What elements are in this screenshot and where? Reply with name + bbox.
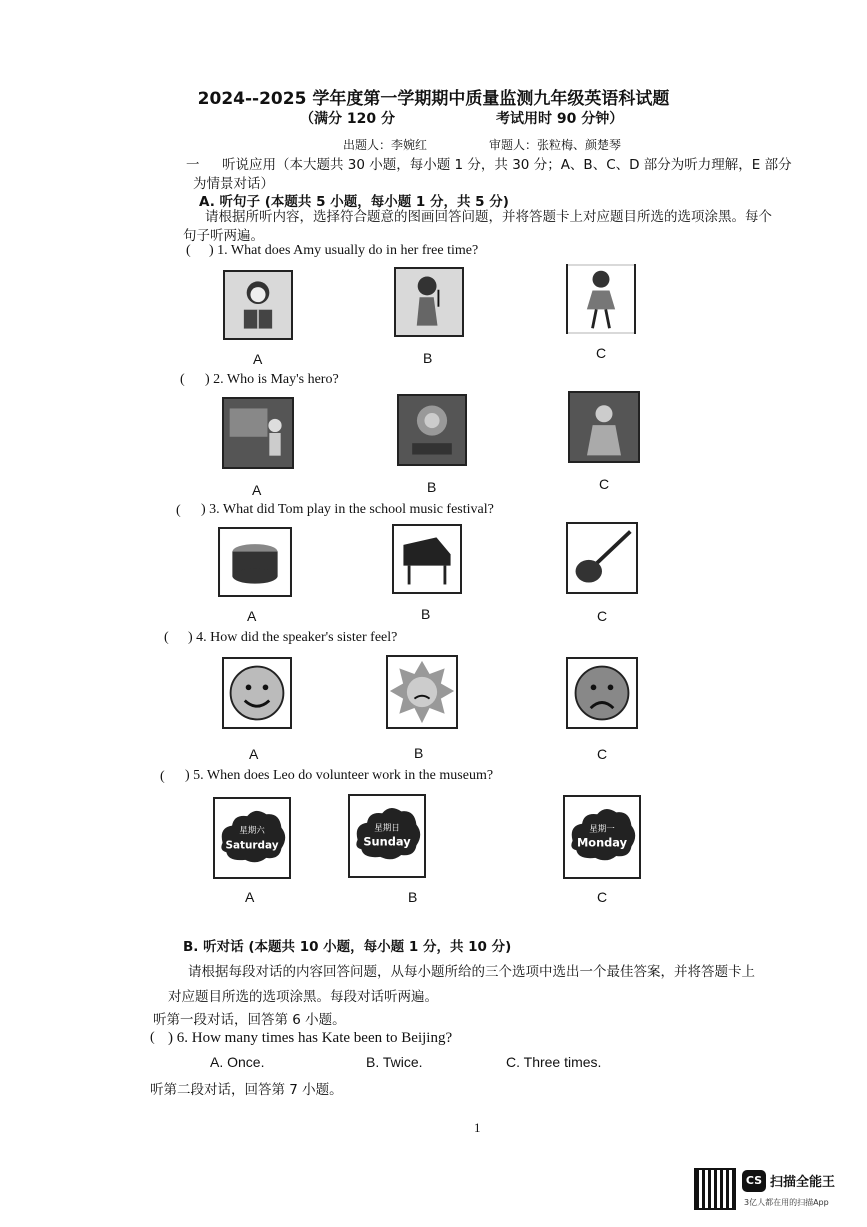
brand-tagline: 3亿人都在用的扫描App — [744, 1198, 829, 1207]
singing-girl-icon[interactable] — [394, 267, 464, 337]
qr-code-icon — [694, 1168, 736, 1210]
part-b-instruction-line1: 请根据每段对话的内容回答问题，从每小题所给的三个选项中选出一个最佳答案，并将答题卡上 — [188, 964, 755, 980]
option-c[interactable]: C. Three times. — [506, 1054, 602, 1070]
time-limit: 考试用时 90 分钟） — [496, 111, 624, 127]
dancing-girl-icon[interactable] — [566, 264, 636, 334]
full-score: （满分 120 分 — [300, 111, 395, 127]
reviewer: 审题人：张粒梅、颜楚琴 — [489, 138, 622, 152]
option-label-c: C — [599, 476, 610, 492]
answer-paren[interactable]: ( — [160, 769, 165, 784]
setter: 出题人：李婉红 — [343, 138, 428, 152]
sunday-cloud-icon[interactable] — [348, 794, 426, 878]
piano-icon[interactable] — [392, 524, 462, 594]
scientist-icon[interactable] — [397, 394, 467, 466]
day-en-label: Monday — [576, 835, 628, 850]
part-b-instruction-line2: 对应题目所选的选项涂黑。每段对话听两遍。 — [168, 989, 438, 1005]
brand-name: 扫描全能王 — [770, 1175, 836, 1190]
exam-title: 2024--2025 学年度第一学期期中质量监测九年级英语科试题 — [197, 89, 670, 109]
question-text: ) 3. What did Tom play in the school music festival? — [201, 502, 494, 517]
answer-paren[interactable]: ( — [164, 630, 169, 645]
option-label-c: C — [597, 746, 608, 762]
day-cn-label: 星期日 — [374, 823, 400, 834]
option-label-c: C — [596, 345, 607, 361]
option-label-a: A — [249, 746, 259, 762]
part-a-heading: A. 听句子 (本题共 5 小题，每小题 1 分，共 5 分) — [199, 194, 509, 210]
part-b-heading: B. 听对话 (本题共 10 小题，每小题 1 分，共 10 分) — [183, 939, 512, 955]
option-label-a: A — [253, 351, 263, 367]
option-label-c: C — [597, 889, 608, 905]
day-cn-label: 星期一 — [589, 824, 615, 835]
section-heading-line2: 为情景对话） — [193, 176, 274, 192]
part-a-instruction-line1: 请根据所听内容，选择符合题意的图画回答问题，并将答题卡上对应题目所选的选项涂黑。每个 — [205, 209, 772, 225]
drum-icon[interactable] — [218, 527, 292, 597]
question-text: ) 2. Who is May's hero? — [205, 372, 339, 387]
happy-face-icon[interactable] — [222, 657, 292, 729]
option-label-b: B — [414, 745, 424, 761]
dialog-1-instruction: 听第一段对话，回答第 6 小题。 — [153, 1012, 346, 1028]
answer-paren[interactable]: ( — [186, 243, 191, 258]
sad-face-icon[interactable] — [566, 657, 638, 729]
question-text: ) 1. What does Amy usually do in her free time? — [209, 243, 479, 258]
option-label-c: C — [597, 608, 608, 624]
question-text: ) 6. How many times has Kate been to Beijing? — [168, 1030, 453, 1046]
option-label-b: B — [423, 350, 433, 366]
answer-paren[interactable]: ( — [180, 372, 185, 387]
question-text: ) 5. When does Leo do volunteer work in the museum? — [185, 768, 494, 783]
cs-logo-icon: CS — [742, 1170, 766, 1192]
day-en-label: Saturday — [225, 839, 279, 852]
teacher-icon[interactable] — [222, 397, 294, 469]
section-numeral: 一 — [186, 157, 200, 173]
answer-paren[interactable]: ( — [150, 1030, 155, 1045]
option-label-b: B — [408, 889, 418, 905]
monday-cloud-icon[interactable] — [563, 795, 641, 879]
option-b[interactable]: B. Twice. — [366, 1054, 423, 1070]
section-heading-line1: 听说应用（本大题共 30 小题，每小题 1 分，共 30 分；A、B、C、D 部分为听力理解，E 部分 — [222, 157, 792, 173]
day-cn-label: 星期六 — [239, 826, 265, 837]
option-label-a: A — [252, 482, 262, 498]
guitar-icon[interactable] — [566, 522, 638, 594]
reading-girl-icon[interactable] — [223, 270, 293, 340]
option-label-b: B — [421, 606, 431, 622]
angry-face-icon[interactable] — [386, 655, 458, 729]
option-a[interactable]: A. Once. — [210, 1054, 265, 1070]
saturday-cloud-icon[interactable] — [213, 797, 291, 879]
dialog-2-instruction: 听第二段对话，回答第 7 小题。 — [150, 1082, 343, 1098]
day-en-label: Sunday — [363, 834, 411, 849]
option-label-b: B — [427, 479, 437, 495]
answer-paren[interactable]: ( — [176, 503, 181, 518]
page-number: 1 — [474, 1120, 481, 1135]
question-text: ) 4. How did the speaker's sister feel? — [188, 630, 398, 645]
part-a-instruction-line2: 句子听两遍。 — [183, 228, 264, 244]
option-label-a: A — [245, 889, 255, 905]
doctor-icon[interactable] — [568, 391, 640, 463]
option-label-a: A — [247, 608, 257, 624]
